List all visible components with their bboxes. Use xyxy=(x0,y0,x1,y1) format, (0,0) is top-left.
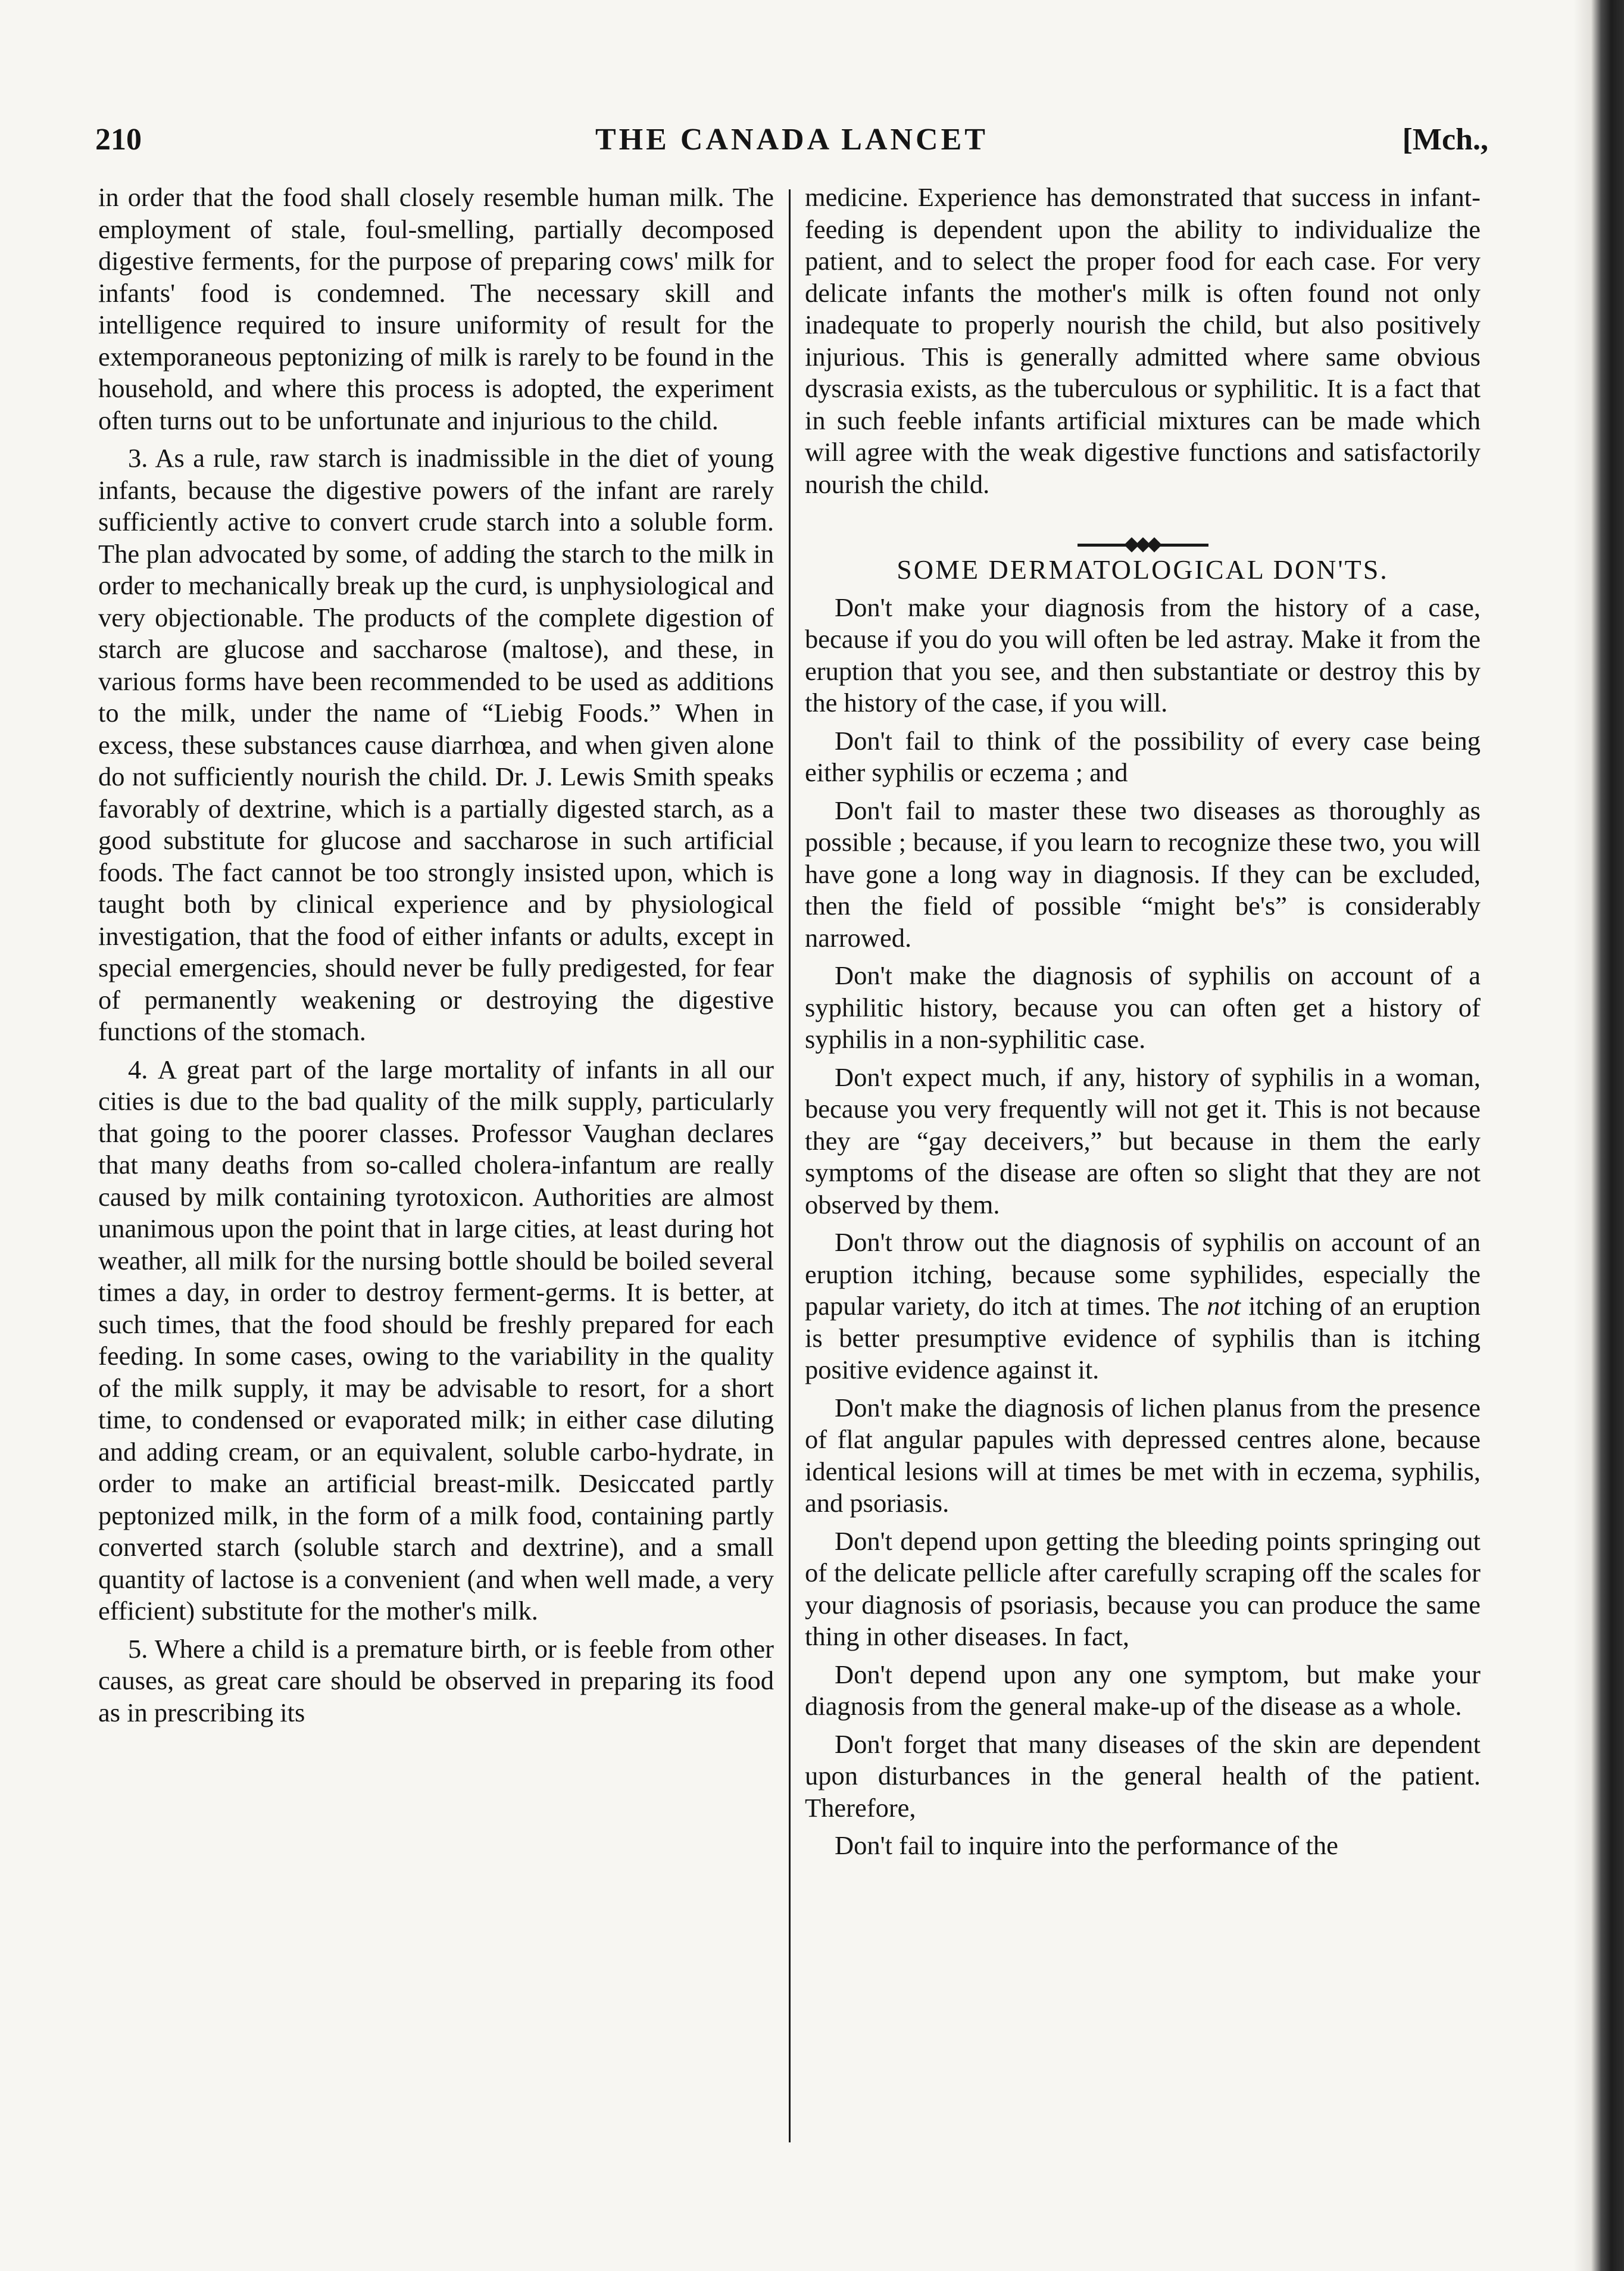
paragraph: Don't depend upon any one symptom, but make your diagnosis from the general make-up of the disease as a whole. xyxy=(805,1659,1481,1721)
paragraph-text: Don't throw out the diagnosis of syphilis on account of an eruption itching, because some syphilides, especially the papular variety, do itch at times. The xyxy=(805,1227,1481,1321)
paragraph: Don't make the diagnosis of syphilis on account of a syphilitic history, because you can often get a history of syphilis in a non-syphilitic case. xyxy=(805,960,1481,1054)
paragraph: Don't forget that many diseases of the skin are dependent upon disturbances in the general health of the patient. Therefore, xyxy=(805,1729,1481,1823)
column-divider xyxy=(789,189,791,2142)
paragraph: Don't fail to master these two diseases as thoroughly as possible ; because, if you learn to recognize these two, you will have gone a long way in diagnosis. If they can be excluded, then the field of possible “might be's” is considerably narrowed. xyxy=(805,795,1481,953)
paragraph-text: itching of an eruption is better presumptive evidence of syphilis than is itching positive evidence against it. xyxy=(805,1291,1481,1384)
paragraph: 3. As a rule, raw starch is inadmissible in the diet of young infants, because the digestive powers of the infant are rarely sufficiently active to convert crude starch into a soluble form. The plan advocated by some, of adding the starch to the milk in order to mechanically break up the curd, is unphysiological and very objectionable. The products of the complete digestion of starch are glucose and saccharose (maltose), and these, in various forms have been recommended to be used as additions to the milk, under the name of “Liebig Foods.” When in excess, these substances cause diarrhœa, and when given alone do not sufficiently nourish the child. Dr. J. Lewis Smith speaks favorably of dextrine, which is a partially digested starch, as a good substitute for glucose and saccharose in such artificial foods. The fact cannot be too strongly insisted upon, which is taught both by clinical experience and by physiological investigation, that the food of either infants or adults, except in special emergencies, should never be fully predigested, for fear of permanently weakening or destroying the digestive functions of the stomach. xyxy=(98,443,774,1046)
paragraph xyxy=(805,1227,1481,1386)
paragraph: Don't make the diagnosis of lichen planus from the presence of flat angular papules with depressed centres alone, because identical lesions will at times be met with in eczema, syphilis, and psoriasis. xyxy=(805,1392,1481,1518)
emphasis-text: not xyxy=(1207,1291,1241,1321)
left-column xyxy=(98,182,774,1729)
paragraph: Don't depend upon getting the bleeding points springing out of the delicate pellicle after carefully scraping off the scales for your diagnosis of psoriasis, because you can produce the same thing in other diseases. In fact, xyxy=(805,1526,1481,1651)
issue-month: [Mch., xyxy=(1402,123,1488,157)
paragraph: 4. A great part of the large mortality of infants in all our cities is due to the bad quality of the milk supply, particularly that going to the poorer classes. Professor Vaughan declares that many deaths from so-called cholera-infantum are really caused by milk containing tyrotoxicon. Authorities are almost unanimous upon the point that in large cities, at least during hot weather, all milk for the nursing bottle should be boiled several times a day, in order to destroy ferment-germs. It is better, at such times, that the food should be freshly prepared for each feeding. In some cases, owing to the variability in the quality of the milk supply, it may be advisable to resort, for a short time, to condensed or evaporated milk; in either case diluting and adding cream, or an equivalent, soluble carbo-hydrate, in order to make an artificial breast-milk. Desiccated partly peptonized milk, in the form of a milk food, containing partly converted starch (soluble starch and dextrine), and a small quantity of lactose is a convenient (and when well made, a very efficient) substitute for the mother's milk. xyxy=(98,1054,774,1626)
page-binding-edge xyxy=(1573,0,1624,2271)
paragraph: Don't expect much, if any, history of syphilis in a woman, because you very frequently will not get it. This is not because they are “gay deceivers,” but because in them the early symptoms of the disease are often so slight that they are not observed by them. xyxy=(805,1062,1481,1219)
paragraph: Don't fail to think of the possibility of every case being either syphilis or eczema ; and xyxy=(805,725,1481,787)
section-ornament xyxy=(1078,536,1208,554)
paragraph: medicine. Experience has demonstrated that success in infant-feeding is dependent upon the ability to individualize the patient, and to select the proper food for each case. For very delicate infants the mother's milk is often found not only inadequate to properly nourish the child, but also positively injurious. This is generally admitted where same obvious dyscrasia exists, as the tuberculous or syphilitic. It is a fact that in such feeble infants artificial mixtures can be made which will agree with the weak digestive functions and satisfactorily nourish the child. xyxy=(805,182,1481,499)
journal-title: THE CANADA LANCET xyxy=(595,123,988,157)
page-number: 210 xyxy=(95,123,142,157)
paragraph: 5. Where a child is a premature birth, or is feeble from other causes, as great care should be observed in preparing its food as in prescribing its xyxy=(98,1633,774,1727)
paragraph: in order that the food shall closely resemble human milk. The employment of stale, foul-smelling, partially decomposed digestive ferments, for the purpose of preparing cows' milk for infants' food is condemned. The necessary skill and intelligence required to insure uniformity of result for the extemporaneous peptonizing of milk is rarely to be found in the household, and where this process is adopted, the experiment often turns out to be unfortunate and injurious to the child. xyxy=(98,182,774,435)
paragraph: Don't fail to inquire into the performance of the xyxy=(835,1830,1338,1860)
section-heading: SOME DERMATOLOGICAL DON'TS. xyxy=(897,554,1389,585)
running-header xyxy=(95,122,1488,170)
paragraph: Don't make your diagnosis from the history of a case, because if you do you will often be led astray. Make it from the eruption that you see, and then substantiate or destroy this by the history of the case, if you will. xyxy=(805,592,1481,718)
right-column xyxy=(805,182,1481,1862)
